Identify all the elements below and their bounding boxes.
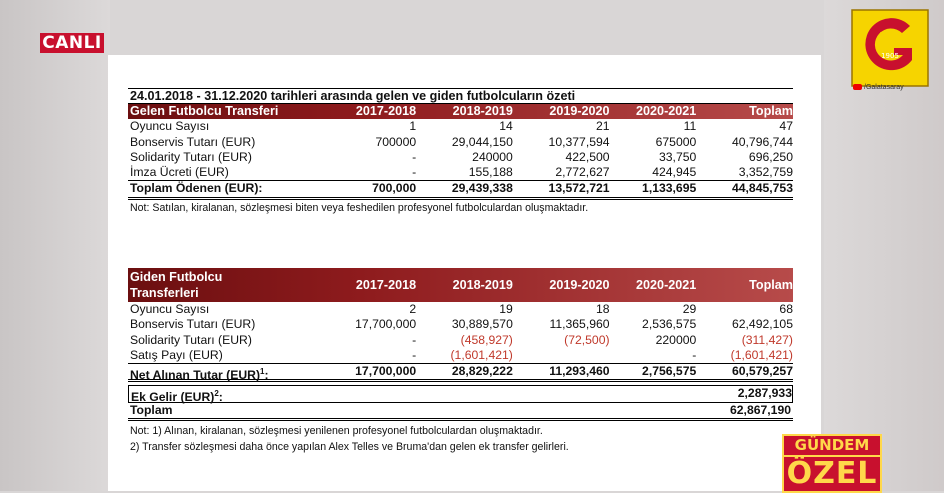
header-2017-2018: 2017-2018 (355, 104, 417, 118)
cell: 29 (682, 302, 697, 316)
incoming-transfers-table (128, 88, 793, 215)
row-label: Toplam (130, 402, 173, 417)
cell: 17,700,000 (355, 317, 417, 332)
table-row (128, 333, 793, 348)
cell: - (412, 165, 417, 180)
outgoing-header-row (128, 268, 793, 302)
outgoing-header-line1: Giden Futbolcu (130, 270, 223, 284)
extra-footnote-mark: 2 (214, 389, 219, 399)
cell-negative: (72,500) (564, 332, 610, 347)
cell: 240000 (472, 149, 513, 164)
cell: 11,365,960 (549, 317, 610, 332)
cell: 68 (779, 302, 793, 316)
cell: 2,772,627 (555, 165, 610, 180)
row-label: Net Alınan Tutar (EUR)$^1$: (130, 367, 269, 383)
header-2017-2018: 2017-2018 (355, 278, 417, 292)
cell: 17,700,000 (355, 364, 417, 379)
header-2019-2020: 2019-2020 (549, 104, 610, 118)
youtube-handle (853, 84, 904, 91)
cell: - (412, 332, 417, 347)
cell: 10,377,594 (548, 134, 610, 149)
handle-text: /Galatasaray (864, 84, 904, 91)
cell: 44,845,753 (731, 181, 793, 196)
cell: - (692, 347, 697, 362)
incoming-header-label: Gelen Futbolcu Transferi (130, 104, 279, 118)
extra-income-value: 2,287,933 (737, 386, 792, 401)
net-footnote-mark: 1 (260, 367, 265, 377)
cell: 33,750 (659, 149, 697, 164)
row-label: Satış Payı (EUR) (130, 347, 223, 362)
cell: 1,133,695 (642, 181, 697, 196)
cell: 29,044,150 (451, 134, 513, 149)
header-2020-2021: 2020-2021 (636, 278, 697, 292)
outgoing-note-2: 2) Transfer sözleşmesi daha önce yapılan Alex Telles ve Bruma'dan gelen ek transfer gelirleri. (130, 441, 569, 454)
row-label: Solidarity Tutarı (EUR) (130, 332, 252, 347)
cell-negative: (1,601,421) (730, 347, 793, 362)
table-row (128, 348, 793, 363)
cell: 696,250 (748, 149, 793, 164)
cell: 1 (409, 119, 417, 134)
cell: 40,796,744 (731, 134, 793, 149)
header-total: Toplam (749, 278, 793, 292)
row-label: Oyuncu Sayısı (130, 119, 210, 134)
cell: 62,492,105 (731, 317, 793, 332)
table-row (128, 150, 793, 165)
cell: 700000 (375, 134, 417, 149)
grand-total-row (128, 403, 793, 421)
cell: 21 (595, 119, 610, 134)
program-badge (782, 434, 882, 491)
cell: 422,500 (565, 149, 610, 164)
table-row (128, 317, 793, 332)
cell-negative: (1,601,421) (450, 347, 513, 362)
cell: 2,536,575 (642, 317, 697, 332)
incoming-header-row (128, 104, 793, 119)
row-label: İmza Ücreti (EUR) (130, 165, 229, 180)
row-label: Solidarity Tutarı (EUR) (130, 149, 252, 164)
row-label: Oyuncu Sayısı (130, 302, 210, 316)
header-total: Toplam (749, 104, 793, 118)
cell: 424,945 (652, 165, 697, 180)
cell-negative: (458,927) (460, 332, 513, 347)
cell: 47 (779, 119, 793, 134)
row-label: Toplam Ödenen (EUR): (130, 181, 263, 196)
table-row (128, 165, 793, 180)
outgoing-net-row (128, 363, 793, 382)
cell: 675000 (655, 134, 697, 149)
club-year: 1905 (881, 52, 899, 60)
grand-total-value: 62,867,190 (730, 402, 791, 417)
row-label: Ek Gelir (EUR)$^2$: (131, 389, 223, 405)
outgoing-header-line2: Transferleri (130, 286, 199, 300)
program-badge-bottom: ÖZEL (782, 455, 882, 493)
cell: 11,293,460 (549, 364, 610, 379)
incoming-note: Not: Satılan, kiralanan, sözleşmesi biten veya feshedilen profesyonel futbolculardan oluşmaktadır. (130, 201, 589, 214)
header-2020-2021: 2020-2021 (636, 104, 697, 118)
report-title: 24.01.2018 - 31.12.2020 tarihleri arasında gelen ve giden futbolcuların özeti (128, 88, 793, 104)
outgoing-note-1: Not: 1) Alınan, kiralanan, sözleşmesi yenilenen profesyonel futbolculardan oluşmaktadır. (130, 425, 543, 438)
report-sheet (108, 55, 821, 491)
table-row (128, 135, 793, 150)
cell: 30,889,570 (451, 317, 513, 332)
cell: 14 (499, 119, 513, 134)
cell: 11 (683, 119, 697, 134)
extra-income-row (128, 385, 793, 405)
cell-negative: (311,427) (741, 332, 793, 347)
incoming-total-row (128, 180, 793, 199)
cell: 28,829,222 (451, 364, 513, 379)
header-2019-2020: 2019-2020 (549, 278, 610, 292)
net-label: Net Alınan Tutar (EUR) (130, 368, 260, 383)
cell: 13,572,721 (548, 181, 610, 196)
cell: - (412, 149, 417, 164)
background-left (0, 0, 110, 491)
outgoing-transfers-table (128, 268, 793, 454)
cell (513, 348, 610, 363)
row-label: Bonservis Tutarı (EUR) (130, 317, 256, 332)
cell: 700,000 (372, 181, 417, 196)
cell: 155,188 (468, 165, 513, 180)
cell: 19 (499, 302, 513, 316)
table-row (128, 302, 793, 317)
row-label: Bonservis Tutarı (EUR) (130, 134, 256, 149)
cell: 3,352,759 (738, 165, 793, 180)
cell: 18 (595, 302, 610, 316)
cell: 2 (409, 302, 417, 316)
outgoing-header-label (128, 268, 344, 302)
cell: 220000 (655, 332, 697, 347)
extra-label: Ek Gelir (EUR) (131, 390, 215, 405)
live-badge: CANLI (40, 33, 104, 53)
cell: 60,579,257 (731, 364, 793, 379)
youtube-icon (853, 84, 862, 90)
cell: 2,756,575 (642, 364, 697, 379)
table-row (128, 119, 793, 134)
header-2018-2019: 2018-2019 (452, 104, 513, 118)
cell: 29,439,338 (451, 181, 513, 196)
header-2018-2019: 2018-2019 (452, 278, 513, 292)
gs-emblem-icon (850, 8, 930, 88)
program-badge-top: GÜNDEM (782, 434, 882, 455)
cell: - (412, 347, 417, 362)
